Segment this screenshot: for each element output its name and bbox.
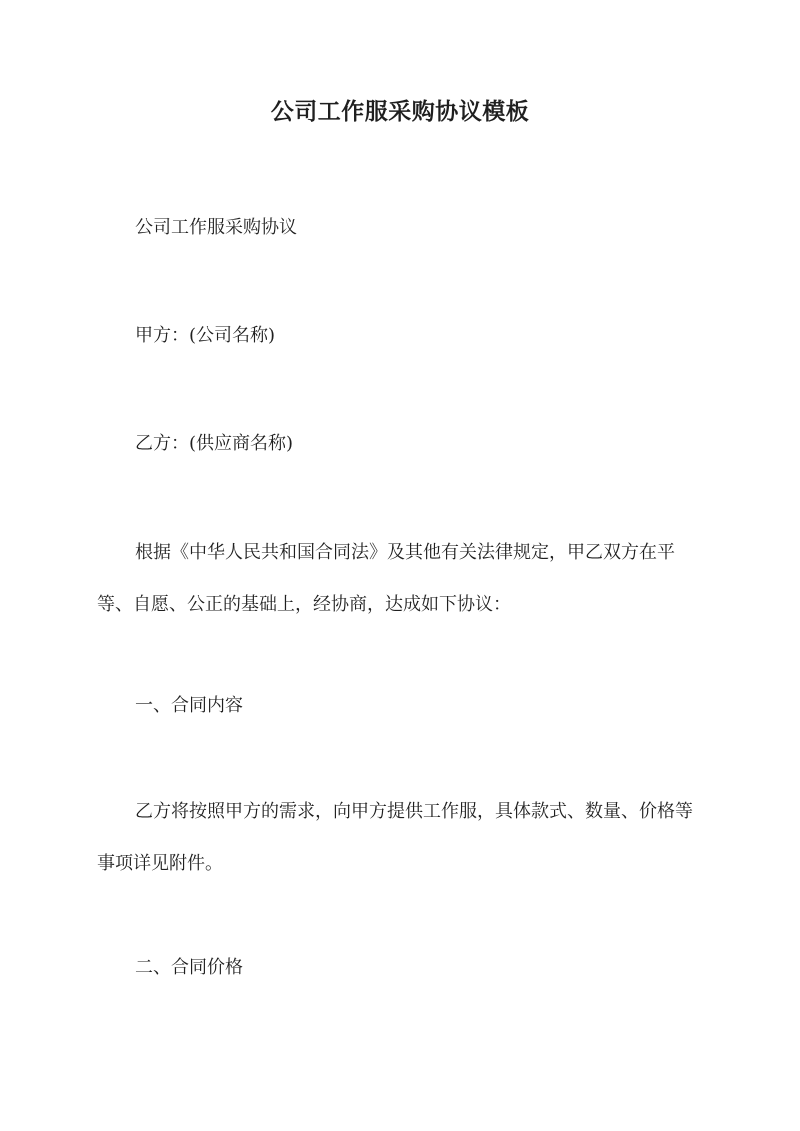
party-a-line: 甲方：(公司名称) (135, 325, 276, 346)
agreement-heading: 公司工作服采购协议 (135, 217, 297, 238)
document-title: 公司工作服采购协议模板 (270, 98, 530, 125)
section-2-heading: 二、合同价格 (135, 957, 243, 978)
section-1-body: 乙方将按照甲方的需求，向甲方提供工作服，具体款式、数量、价格等事项详见附件。 (97, 801, 693, 874)
preamble-paragraph: 根据《中华人民共和国合同法》及其他有关法律规定，甲乙双方在平等、自愿、公正的基础上，经协商，达成如下协议： (97, 542, 675, 615)
section-1-heading: 一、合同内容 (135, 695, 243, 716)
party-b-line: 乙方：(供应商名称) (135, 433, 294, 454)
